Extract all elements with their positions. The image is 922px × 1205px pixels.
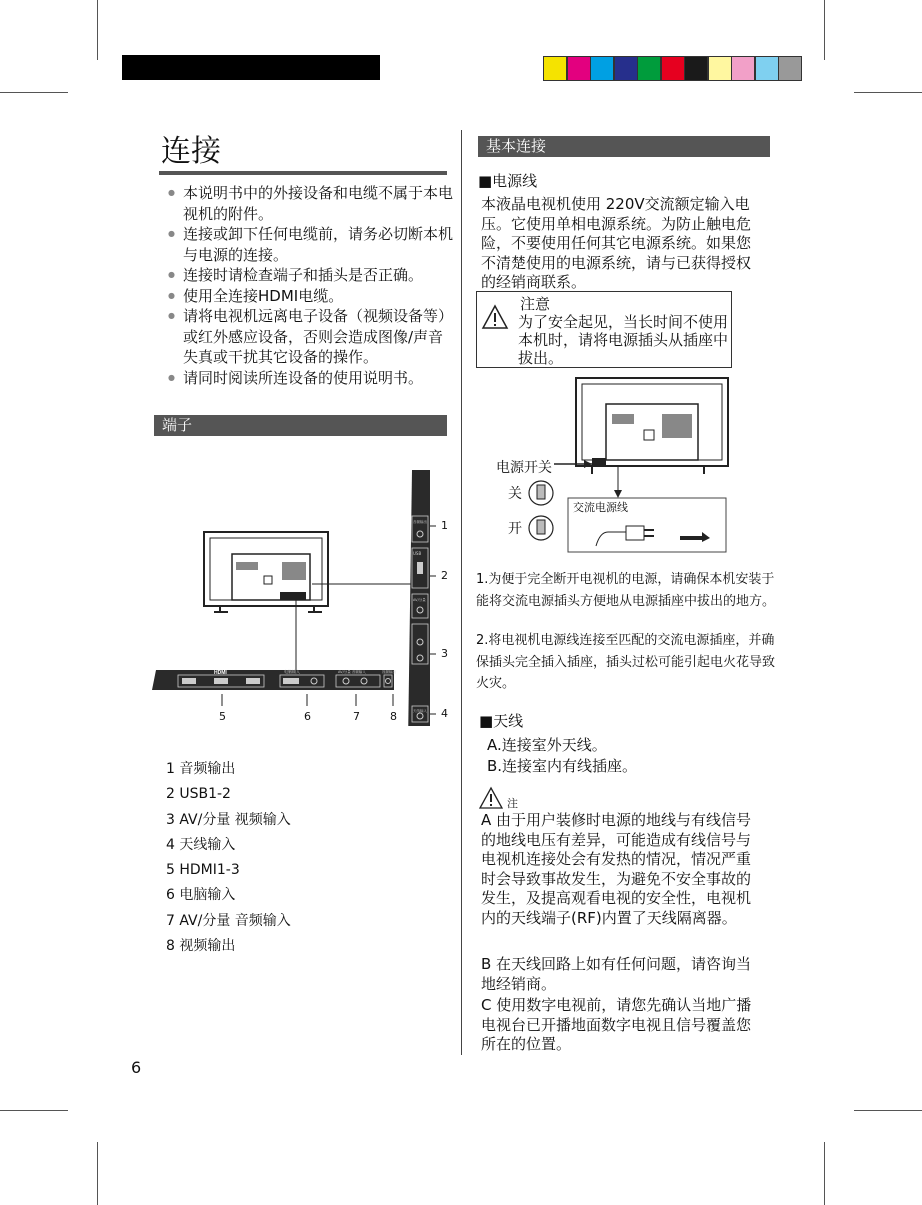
color-swatch [567,56,591,81]
arrow-icon [680,532,710,542]
power-note-2: 2.将电视机电源线连接至匹配的交流电源插座，并确保插头完全插入插座，插头过松可能引起电火花导致火灾。 [476,633,776,691]
color-swatch [778,56,802,81]
note-c: C 使用数字电视前，请您先确认当地广播电视台已开播地面数字电视且信号覆盖您所在的位置。 [481,996,752,1053]
page-number: 6 [131,1058,142,1077]
list-item: 2 USB1-2 [166,786,231,803]
tv-vent [612,414,634,424]
connection-notes [168,183,453,388]
tv-vent [282,562,306,580]
off-label: 关 [508,486,522,502]
list-item: ● 连接时请检查端子和插头是否正确。 [168,265,453,286]
power-text: 本液晶电视机使用 220V交流额定输入电压。它使用单相电源系统。为防止触电危险，不要使用任何其它电源系统。如果您不清楚使用的电源系统，请与已获得授权的经销商联系。 [481,195,752,291]
crop-mark [97,0,98,60]
antenna-item-a: A.连接室外天线。 [487,736,607,754]
note-a: A 由于用户装修时电源的地线与有线信号的地线电压有差异，可能造成有线信号与电视机连接处会有发热的情况，情况严重时会导致事故发生，为避免不安全事故的发生，及提高观看电视的安全性，电视机内的天线端子(RF)内置了天线隔离器。 [481,811,752,927]
caution-title: 注意 [520,295,551,313]
side-label: 3 [441,647,448,660]
bottom-label: 6 [304,710,311,723]
color-swatch [755,56,779,81]
svg-text:视频输出: 视频输出 [382,670,396,674]
crop-mark [824,0,825,60]
color-swatch [684,56,708,81]
section-header-basic: 基本连接 [478,136,770,157]
list-item: ● 连接或卸下任何电缆前，请务必切断本机与电源的连接。 [168,224,453,265]
list-item: 3 AV/分量 视频输入 [166,811,291,828]
ac-cord-label: 交流电源线 [573,501,628,514]
color-swatch [708,56,732,81]
svg-text:音频输出: 音频输出 [413,520,427,524]
column-divider [461,130,462,1055]
list-item: 6 电脑输入 [166,887,236,904]
side-label: 4 [441,707,448,720]
crop-mark [854,92,922,93]
page-title: 连接 [161,134,221,169]
list-item: 8 视频输出 [166,938,236,955]
hdmi-logo: HDMI [214,670,227,676]
color-swatch [614,56,638,81]
color-swatch [637,56,661,81]
crop-mark [824,1142,825,1205]
power-heading: ■电源线 [478,172,538,190]
list-item: ● 本说明书中的外接设备和电缆不属于本电视机的附件。 [168,183,453,224]
svg-text:天线输入: 天线输入 [413,709,427,713]
on-label: 开 [508,521,522,537]
crop-mark [97,1142,98,1205]
svg-text:AV/分量: AV/分量 [413,598,426,602]
svg-text:电脑输入: 电脑输入 [284,669,300,674]
port-list [166,757,291,959]
bottom-label: 7 [353,710,360,723]
list-item: 7 AV/分量 音频输入 [166,912,291,929]
tv-vent [236,562,258,570]
side-label: 1 [441,519,448,532]
bottom-label: 8 [390,710,397,723]
power-plug-icon [596,532,626,546]
svg-text:AV/分量 音频输入: AV/分量 音频输入 [338,670,366,674]
list-item: ● 使用全连接HDMI电缆。 [168,286,453,307]
warning-icon [478,786,504,810]
list-item: ● 请同时阅读所连设备的使用说明书。 [168,368,453,389]
list-item: 5 HDMI1-3 [166,862,240,879]
crop-mark [0,1110,68,1111]
tv-port-block [280,592,306,600]
tv-rear-diagram [150,466,440,726]
note-title: 注 [507,797,518,810]
title-underline [159,171,447,175]
note-b: B 在天线回路上如有任何问题，请咨询当地经销商。 [481,955,752,993]
svg-text:USB: USB [413,551,422,556]
side-label: 2 [441,569,448,582]
switch-label: 电源开关 [496,460,552,476]
caution-box [476,291,732,368]
warning-icon [481,304,509,330]
color-swatch [661,56,685,81]
section-header-terminals: 端子 [154,415,447,436]
antenna-heading: ■天线 [479,712,524,730]
bottom-label: 5 [219,710,226,723]
antenna-item-b: B.连接室内有线插座。 [487,757,638,775]
color-swatch [590,56,614,81]
list-item: 4 天线输入 [166,836,236,853]
color-swatch [731,56,755,81]
registration-bar [122,55,380,80]
crop-mark [854,1110,922,1111]
crop-mark [0,92,68,93]
power-note-1: 1.为便于完全断开电视机的电源，请确保本机安装于能将交流电源插头方便地从电源插座中拔出的地方。 [476,572,776,609]
tv-vent [662,414,692,438]
list-item: 1 音频输出 [166,761,236,777]
list-item: ● 请将电视机远离电子设备（视频设备等）或红外感应设备，否则会造成图像/声音失真或干扰其它设备的操作。 [168,306,453,368]
color-swatch [543,56,567,81]
caution-text: 为了安全起见，当长时间不使用本机时，请将电源插头从插座中拔出。 [518,313,729,367]
